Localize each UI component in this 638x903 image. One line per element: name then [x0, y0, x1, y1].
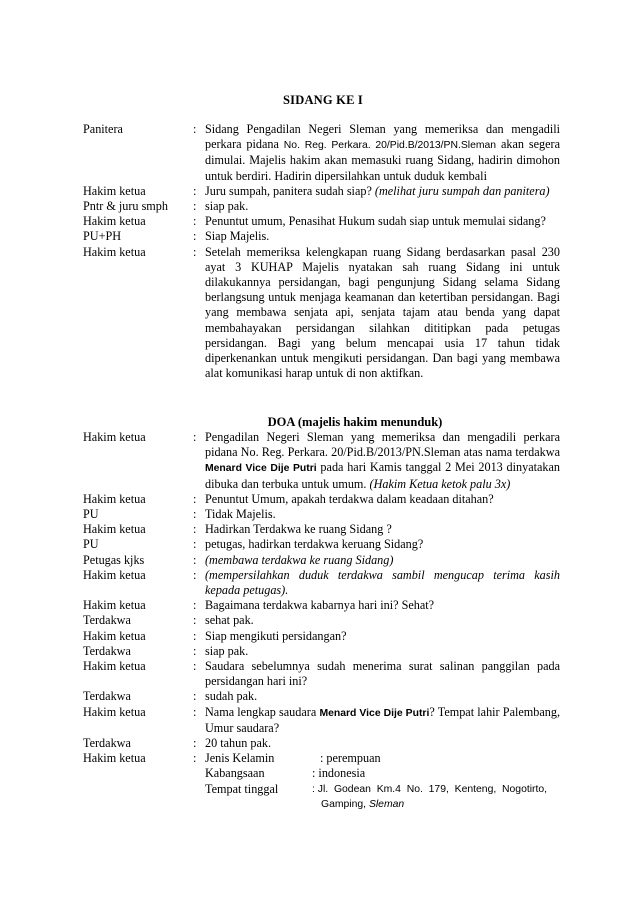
dialogue-row: [0, 199, 638, 214]
utterance: Setelah memeriksa kelengkapan ruang Sidang berdasarkan pasal 230 ayat 3 KUHAP Majelis nyatakan sah ruang Sidang ini untuk dilakukannya persidangan, bagi pengunjung Sidang selama Sidang berlangsung untuk menjaga keamanan dan ketertiban persidangan. Bagi yang membawa senjata api, senjata tajam atau benda yang dapat membahayakan persidangan silahkan dititipkan pada petugas persidangan. Bagi yang belum mencapai usia 17 tahun tidak diperkenankan untuk mengikuti persidangan. Dan bagi yang membawa alat komunikasi harap untuk di non aktifkan.: [205, 244, 560, 381]
utterance: (membawa terdakwa ke ruang Sidang): [205, 552, 394, 567]
dialogue-row: [0, 705, 638, 736]
utterance: Hadirkan Terdakwa ke ruang Sidang ?: [205, 522, 392, 537]
field-gender: Jenis Kelamin : perempuan: [205, 751, 381, 766]
dialogue-row: [0, 751, 638, 812]
colon: :: [193, 507, 197, 522]
speaker: Hakim ketua: [83, 598, 146, 613]
colon: :: [193, 704, 197, 719]
speaker: PU: [83, 507, 99, 522]
colon: :: [193, 598, 197, 613]
utterance: sudah pak.: [205, 689, 258, 704]
colon: :: [193, 659, 197, 674]
utterance: Saudara sebelumnya sudah menerima surat salinan panggilan pada persidangan hari ini?: [205, 659, 560, 689]
speaker: Terdakwa: [83, 736, 131, 751]
dialogue-row: [0, 736, 638, 751]
dialogue-row: [0, 430, 638, 492]
colon: :: [193, 613, 197, 628]
dialogue-row: [0, 613, 638, 628]
dialogue-row: [0, 522, 638, 537]
colon: :: [193, 689, 197, 704]
doa-heading: DOA (majelis hakim menunduk): [267, 415, 443, 429]
colon: :: [193, 214, 197, 229]
dialogue-row: [0, 659, 638, 689]
speaker: Hakim ketua: [83, 567, 146, 582]
dialogue-row: [0, 245, 638, 382]
dialogue-row: [0, 492, 638, 507]
speaker: Hakim ketua: [83, 183, 146, 198]
speaker: Hakim ketua: [83, 704, 146, 719]
dialogue-row: [0, 553, 638, 568]
utterance: Pengadilan Negeri Sleman yang memeriksa dan mengadili perkara pidana No. Reg. Perkara. 20/Pid.B/2013/PN.Sleman atas nama terdakwa Menard Vice Dije Putri pada hari Kamis tanggal 2 Mei 2013 dinyatakan dibuka dan terbuka untuk umum. (Hakim Ketua ketok palu 3x): [205, 430, 560, 491]
speaker: Pntr & juru smph: [83, 199, 168, 214]
utterance: (mempersilahkan duduk terdakwa sambil mengucap terima kasih kepada petugas).: [205, 567, 560, 598]
utterance: sehat pak.: [205, 613, 254, 628]
utterance: Nama lengkap saudara Menard Vice Dije Putri? Tempat lahir Palembang, Umur saudara?: [205, 704, 560, 735]
colon: :: [193, 199, 197, 214]
colon: :: [193, 229, 197, 244]
colon: :: [193, 122, 197, 136]
speaker: Terdakwa: [83, 613, 131, 628]
dialogue-block-2: [0, 430, 638, 812]
dialogue-row: [0, 214, 638, 229]
dialogue-row: [0, 568, 638, 598]
colon: :: [193, 552, 197, 567]
dialogue-block-1: [0, 122, 638, 381]
speaker: Hakim ketua: [83, 659, 146, 674]
defendant-name: Menard Vice Dije Putri: [205, 463, 317, 475]
dialogue-row: [0, 629, 638, 644]
utterance: Penuntut Umum, apakah terdakwa dalam keadaan ditahan?: [205, 491, 494, 506]
utterance: Siap Majelis.: [205, 229, 270, 244]
speaker: Hakim ketua: [83, 430, 146, 444]
colon: :: [193, 643, 197, 658]
speaker: Hakim ketua: [83, 214, 146, 229]
speaker: PU: [83, 537, 99, 552]
utterance: Penuntut umum, Penasihat Hukum sudah siap untuk memulai sidang?: [205, 214, 546, 229]
dialogue-row: [0, 689, 638, 704]
speaker: Hakim ketua: [83, 751, 146, 766]
speaker: Hakim ketua: [83, 628, 146, 643]
defendant-name: Menard Vice Dije Putri: [319, 707, 430, 719]
dialogue-row: [0, 537, 638, 552]
page-title: SIDANG KE I: [283, 93, 363, 107]
utterance: Tidak Majelis.: [205, 507, 276, 522]
utterance: siap pak.: [205, 199, 249, 214]
utterance: siap pak.: [205, 643, 249, 658]
colon: :: [193, 491, 197, 506]
utterance: 20 tahun pak.: [205, 736, 272, 751]
colon: :: [193, 522, 197, 537]
dialogue-row: [0, 229, 638, 244]
colon: :: [193, 537, 197, 552]
dialogue-row: [0, 644, 638, 659]
colon: :: [193, 628, 197, 643]
colon: :: [193, 751, 197, 766]
speaker: Terdakwa: [83, 689, 131, 704]
speaker: PU+PH: [83, 229, 122, 244]
field-address: Tempat tinggal : Jl. Godean Km.4 No. 179, Kenteng, Nogotirto, Gamping, Sleman: [205, 781, 548, 810]
speaker: Hakim ketua: [83, 244, 146, 259]
identity-fields: [205, 751, 560, 812]
colon: :: [193, 430, 197, 444]
utterance: Sidang Pengadilan Negeri Sleman yang memeriksa dan mengadili perkara pidana No. Reg. Perkara. 20/Pid.B/2013/PN.Sleman akan segera dimulai. Majelis hakim akan memasuki ruang Sidang, hadirin dimohon untuk berdiri. Hadirin dipersilahkan untuk duduk kembali: [205, 122, 560, 183]
field-nationality: Kabangsaan : indonesia: [205, 766, 366, 781]
dialogue-row: [0, 507, 638, 522]
utterance: petugas, hadirkan terdakwa keruang Sidang?: [205, 537, 424, 552]
dialogue-row: [0, 598, 638, 613]
colon: :: [193, 244, 197, 259]
speaker: Petugas kjks: [83, 552, 145, 567]
utterance: Siap mengikuti persidangan?: [205, 628, 347, 643]
utterance: Bagaimana terdakwa kabarnya hari ini? Sehat?: [205, 598, 435, 613]
speaker: Panitera: [83, 122, 123, 136]
colon: :: [193, 736, 197, 751]
utterance: Juru sumpah, panitera sudah siap? (melihat juru sumpah dan panitera): [205, 183, 550, 198]
speaker: Terdakwa: [83, 643, 131, 658]
speaker: Hakim ketua: [83, 491, 146, 506]
dialogue-row: [0, 122, 638, 184]
colon: :: [193, 567, 197, 582]
dialogue-row: [0, 184, 638, 199]
colon: :: [193, 183, 197, 198]
speaker: Hakim ketua: [83, 522, 146, 537]
